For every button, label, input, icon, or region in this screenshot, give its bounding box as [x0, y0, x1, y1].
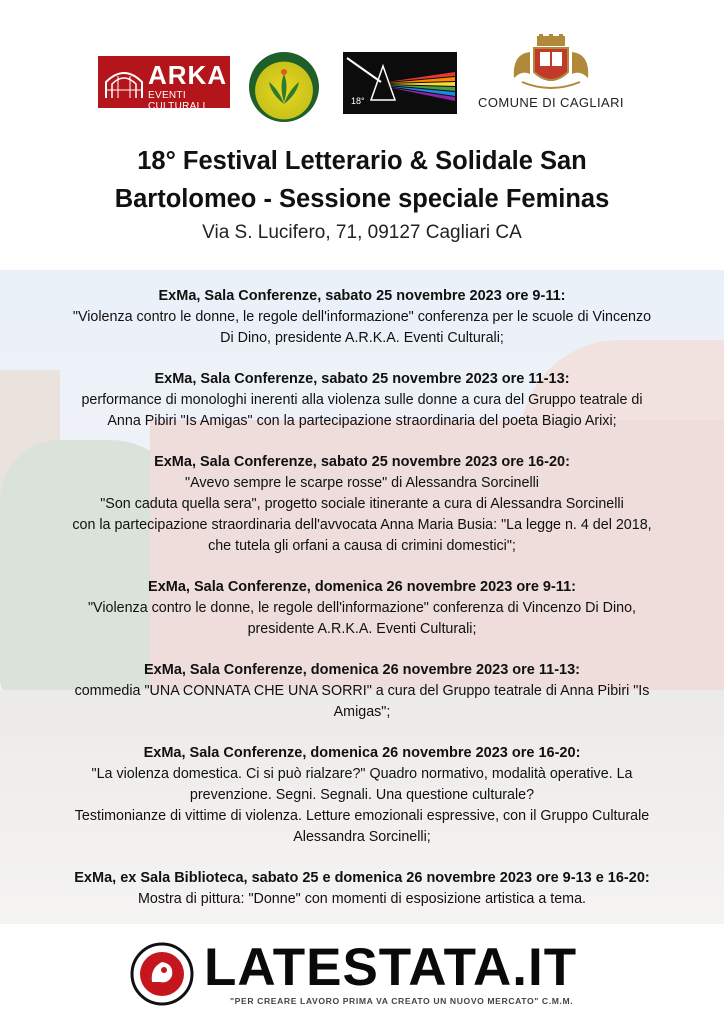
event-description-line: Alessandra Sorcinelli;: [293, 829, 431, 845]
event-description-line: con la partecipazione straordinaria dell'avvocata Anna Maria Busia: "La legge n. 4 del 2018,: [72, 517, 652, 533]
event-heading: ExMa, Sala Conferenze, sabato 25 novembre 2023 ore 16-20:: [154, 454, 570, 470]
festival-edition: 18°: [351, 96, 365, 106]
brand-name: LATESTATA.IT: [204, 938, 578, 997]
event-description-line: "Violenza contro le donne, le regole dell'informazione" conferenza per le scuole di Vincenzo: [72, 309, 652, 325]
event-description-line: che tutela gli orfani a causa di crimini domestici";: [208, 538, 516, 554]
event-block: [30, 743, 694, 848]
aloe-felice-logo: [249, 52, 319, 122]
festival-18-logo: [343, 52, 457, 114]
page-title-line-1: 18° Festival Letterario & Solidale San: [137, 147, 587, 175]
program-section: [0, 270, 724, 924]
event-description-line: "La violenza domestica. Ci si può rialzare?" Quadro normativo, modalità operative. La: [91, 766, 633, 782]
arka-logo-subtitle: EVENTI CULTURALI: [148, 90, 206, 112]
footer: [0, 924, 724, 1024]
latestata-logo-icon: [130, 942, 194, 1006]
event-description-line: Testimonianze di vittime di violenza. Letture emozionali espressive, con il Gruppo Culturale: [74, 808, 650, 824]
event-description-line: performance di monologhi inerenti alla violenza sulle donne a cura del Gruppo teatrale di: [81, 392, 643, 408]
arka-logo-name: ARKA: [148, 60, 228, 90]
event-heading: ExMa, Sala Conferenze, domenica 26 novembre 2023 ore 9-11:: [148, 579, 576, 595]
event-description-line: "Violenza contro le donne, le regole dell'informazione" conferenza di Vincenzo Di Dino,: [87, 600, 637, 616]
event-description-line: prevenzione. Segni. Segnali. Una questione culturale?: [189, 787, 535, 803]
event-description-line: presidente A.R.K.A. Eventi Culturali;: [247, 621, 477, 637]
title-block: [40, 142, 684, 246]
arch-icon: [102, 62, 146, 102]
aloe-plant-icon: [249, 52, 319, 122]
event-block: [30, 286, 694, 349]
arka-logo: [98, 56, 230, 112]
event-description-line: "Avevo sempre le scarpe rosse" di Alessandra Sorcinelli: [185, 475, 539, 491]
comune-di-cagliari-logo: [474, 34, 628, 114]
venue-address: Via S. Lucifero, 71, 09127 Cagliari CA: [202, 222, 522, 243]
event-heading: ExMa, Sala Conferenze, sabato 25 novembre 2023 ore 9-11:: [158, 288, 566, 304]
event-heading: ExMa, ex Sala Biblioteca, sabato 25 e domenica 26 novembre 2023 ore 9-13 e 16-20:: [74, 870, 650, 886]
event-description-line: Di Dino, presidente A.R.K.A. Eventi Culturali;: [220, 330, 504, 346]
event-description-line: Anna Pibiri "Is Amigas" con la partecipazione straordinaria del poeta Biagio Arixi;: [107, 413, 617, 429]
event-block: [30, 369, 694, 432]
event-description-line: "Son caduta quella sera", progetto sociale itinerante a cura di Alessandra Sorcinelli: [100, 496, 624, 512]
event-block: [30, 577, 694, 640]
event-description-line: Mostra di pittura: "Donne" con momenti di esposizione artistica a tema.: [138, 891, 586, 907]
event-description-line: commedia "UNA CONNATA CHE UNA SORRI" a cura del Gruppo teatrale di Anna Pibiri "Is: [74, 683, 650, 699]
page-title-line-2: Bartolomeo - Sessione speciale Feminas: [114, 185, 610, 213]
coat-of-arms-icon: [474, 34, 628, 94]
brand-motto: "PER CREARE LAVORO PRIMA VA CREATO UN NUOVO MERCATO" C.M.M.: [230, 996, 574, 1006]
event-block: [30, 660, 694, 723]
page-title: [40, 142, 684, 218]
event-heading: ExMa, Sala Conferenze, domenica 26 novembre 2023 ore 16-20:: [143, 745, 581, 761]
comune-name: COMUNE DI CAGLIARI: [478, 95, 624, 110]
events-list: [30, 270, 694, 910]
event-block: [30, 868, 694, 910]
event-heading: ExMa, Sala Conferenze, domenica 26 novembre 2023 ore 11-13:: [144, 662, 580, 678]
event-description-line: Amigas";: [333, 704, 391, 720]
event-heading: ExMa, Sala Conferenze, sabato 25 novembre 2023 ore 11-13:: [154, 371, 570, 387]
event-block: [30, 452, 694, 557]
logos-row: [0, 0, 724, 132]
